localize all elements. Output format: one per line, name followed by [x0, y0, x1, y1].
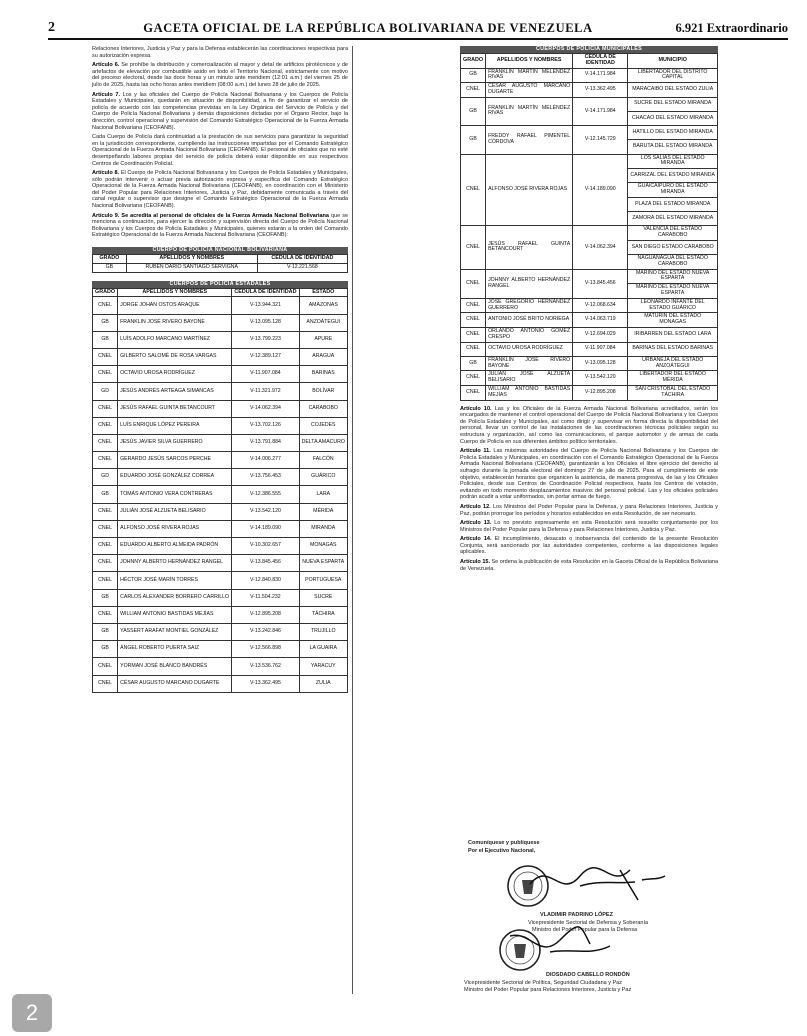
edition-number: 6.921 Extraordinario [675, 20, 788, 35]
table-cell: WILLIAM ANTONIO BASTIDAS MEJÍAS [118, 606, 232, 623]
table-cell: V-14.189.090 [232, 520, 299, 537]
table-cell: CNEL [461, 386, 486, 401]
table-cell: PLAZA DEL ESTADO MIRANDA [628, 197, 718, 211]
table-cell: V-13.095.128 [232, 314, 299, 331]
table-cell: ÁNGEL ROBERTO PUERTA SAIZ [118, 641, 232, 658]
table-cell: GB [93, 486, 118, 503]
table-cell: V-13.362.495 [232, 675, 299, 692]
table-cell: FRANKLIN MARTÍN MELÉNDEZ RIVAS [486, 68, 573, 83]
table-row [93, 452, 348, 469]
table-cell: CNEL [461, 154, 486, 226]
paragraph-police-continuity: Cada Cuerpo de Policía dará continuidad a la prestación de sus servicios para garantizar la seguridad en la jurisdicción correspondiente, cumpliendo las instrucciones impartidas por el Comando Estratégico Operacional de la Fuerza Armada Nacional Bolivariana (CEOFANB). El personal de oficiales que no esté desempeñando labores propias del servicio de policía deberá estar disponible en sus respectivos Centros de Coordinación Policial. [92, 134, 348, 167]
table-row [461, 226, 718, 241]
table-cell: V-11.907.084 [232, 366, 299, 383]
column-header: ESTADO [299, 288, 347, 297]
table-cell: V-13.702.126 [232, 417, 299, 434]
table-cell: IRIBARREN DEL ESTADO LARA [628, 328, 718, 343]
table-cell: LA GUAIRA [299, 641, 347, 658]
table-cell: V-13.095.128 [573, 356, 628, 371]
column-header: APELLIDOS Y NOMBRES [486, 54, 573, 69]
table-cell: YARACUY [299, 658, 347, 675]
signer-2-name: DIOSDADO CABELLO RONDÓN [546, 972, 630, 978]
signer-1-name: VLADIMIR PADRINO LÓPEZ [540, 912, 613, 918]
table-cell: BOLÍVAR [299, 383, 347, 400]
table-cell: CHACAO DEL ESTADO MIRANDA [628, 111, 718, 125]
table-cell: COJEDES [299, 417, 347, 434]
signer-1-role-2: Ministro del Poder Popular para la Defensa [532, 927, 638, 933]
table-cell: JESÚS RAFAEL GUINTA BETANCOURT [118, 400, 232, 417]
table-cell: FRANKLIN JOSÉ RIVERO BAYONE [486, 356, 573, 371]
table-cell: OCTAVIO UROSA RODRÍGUEZ [118, 366, 232, 383]
column-header: MUNICIPIO [628, 54, 718, 69]
article-9: Artículo 9. Se acredita al personal de oficiales de la Fuerza Armada Nacional Bolivariana que se menciona a continuación, para ejercer la dirección y supervisión directa del Cuerpo de Policía Nacional Bolivariana y los Cuerpos de Policía Estadales y Municipales, quienes estarán a la orden del Comando Estratégico Operacional de la Fuerza Armada Nacional Bolivariana (CEOFANB): [92, 212, 349, 239]
article-15: Artículo 15. Se ordena la publicación de esta Resolución en la Gaceta Oficial de la República Bolivariana de Venezuela. [460, 559, 718, 572]
table-cell: MONAGAS [299, 538, 347, 555]
column-header: GRADO [461, 54, 486, 69]
table-cell: V-13.542.120 [573, 371, 628, 386]
table-cell: CNEL [93, 606, 118, 623]
table-row [93, 434, 348, 451]
table-cell: YASSERT ARAFAT MONTIEL GONZÁLEZ [118, 623, 232, 640]
table-cell: URBANEJA DEL ESTADO ANZOÁTEGUI [628, 356, 718, 371]
table-cell: LUÍS ADOLFO MARCANO MARTÍNEZ [118, 331, 232, 348]
table-cell: V-13.542.120 [232, 503, 299, 520]
left-column [92, 46, 348, 693]
table-cell: JESÚS RAFAEL GUINTA BETANCOURT [486, 226, 573, 269]
table-row [93, 366, 348, 383]
table-cell: CNEL [461, 342, 486, 356]
table-cell: SUCRE [299, 589, 347, 606]
article-11: Artículo 11. Las máximas autoridades del Cuerpo de Policía Nacional Bolivariana y los Cuerpos de Policía Estadales y Municipales, en coordinación con el Comando Estratégico Operacional de la Fuerza Armada Nacional Bolivariana (CEOFANB), garantizarán a los Oficiales el libre ejercicio del derecho al sufragio durante la jornada electoral del domingo 27 de julio de 2025. Para el cumplimiento de este objetivo, establecerán horarios que organicen la asistencia, de manera progresiva, de las y los Oficiales Policiales, desde sus Centros de Coordinación Policial respectivos, hasta los Centros de votación, evitando en todo momento desplazamientos masivos del personal policial. Las y los oficiales policiales podrán acudir a votar uniformados, sin portar armas de fuego. [460, 448, 718, 501]
table-cell: CNEL [93, 434, 118, 451]
table-row [93, 520, 348, 537]
table-cell: V-14.189.090 [573, 154, 628, 226]
table-cell: LUÍS ENRIQUE LÓPEZ PEREIRA [118, 417, 232, 434]
table-cell: GB [461, 356, 486, 371]
table-cell: JULIÁN JOSÉ ALZUETA BELISARIO [118, 503, 232, 520]
table-cell: BARINAS DEL ESTADO BARINAS [628, 342, 718, 356]
table-header-row [93, 288, 348, 297]
seal-defense-icon [508, 866, 548, 906]
table-cell: GUAICAIPURO DEL ESTADO MIRANDA [628, 183, 718, 198]
table-row [93, 331, 348, 348]
table-row [93, 589, 348, 606]
table-cell: GB [461, 68, 486, 83]
closing-publish: Comuníquese y publíquese [468, 840, 540, 846]
column-header: GRADO [93, 288, 118, 297]
table-cell: NUEVA ESPARTA [299, 555, 347, 572]
table-cell: LIBERTADOR DEL ESTADO MÉRIDA [628, 371, 718, 386]
table-row [93, 572, 348, 589]
table-row [93, 623, 348, 640]
table-cell: CNEL [461, 298, 486, 313]
table-cell: GD [93, 469, 118, 486]
table-cell: DELTA AMACURO [299, 434, 347, 451]
article-13: Artículo 13. Lo no previsto expresamente en esta Resolución será resuelto conjuntamente por los Ministros del Poder Popular para la Defensa y para Relaciones Interiores, Justicia y Paz. [460, 520, 718, 533]
table-cell: CNEL [93, 520, 118, 537]
article-10: Artículo 10. Las y los Oficiales de la Fuerza Armada Nacional Bolivariana acreditados, serán los encargados de mantener el control operacional del Cuerpo de Policía Nacional Bolivariana y los Cuerpos de Policía Estadales y Municipales, así como dirigir y supervisar en forma directa la disponibilidad del personal, llevar un control de las instalaciones de las coordinaciones técnicas policiales según su estructura y organización, así como las comunicaciones, el parque automotor y de armas de cada Cuerpo de Policía en sus diferentes ámbitos político territoriales. [460, 405, 719, 445]
table-row [93, 503, 348, 520]
table-cell: V-14.171.984 [573, 68, 628, 83]
table-cell: JESÚS ANDRÉS ARTEAGA SIMANCAS [118, 383, 232, 400]
table-cell: JOSÉ GREGORIO HERNÁNDEZ GUERRERO [486, 298, 573, 313]
table-cell: GB [93, 314, 118, 331]
table-row [93, 348, 348, 365]
table-cell: CARABOBO [299, 400, 347, 417]
table-cell: V-12.840.830 [232, 572, 299, 589]
table-cell: CNEL [461, 83, 486, 98]
table-cell: ARAGUA [299, 348, 347, 365]
signature-area [460, 840, 718, 1000]
table-cell: MARIÑO DEL ESTADO NUEVA ESPARTA [628, 284, 718, 299]
table-cell: CNEL [461, 226, 486, 269]
table-cell: AMAZONAS [299, 297, 347, 314]
table-cell: EDUARDO ALBERTO ALMEIDA PADRÓN [118, 538, 232, 555]
table-cell: V-12.895.208 [573, 386, 628, 401]
table-cell: ANTONIO JOSÉ BRITO NORIEGA [486, 313, 573, 328]
table-cell: V-12.145.729 [573, 126, 628, 154]
table-cell: JESÚS JAVIER SILVA GUERRERO [118, 434, 232, 451]
table-cell: MARIÑO DEL ESTADO NUEVA ESPARTA [628, 269, 718, 284]
table-cell: V-12.386.555 [232, 486, 299, 503]
table-row [93, 538, 348, 555]
table-municipales-caption: CUERPOS DE POLICÍA MUNICIPALES [460, 46, 718, 53]
table-cell: MATURÍN DEL ESTADO MONAGAS [628, 313, 718, 328]
table-row [93, 555, 348, 572]
table-cell: ALFONSO JOSÉ RIVERA ROJAS [486, 154, 573, 226]
article-12: Artículo 12. Los Ministros del Poder Popular para la Defensa, y para Relaciones Interiores, Justicia y Paz, podrán prorrogar los períodos y horarios establecidos en esta Resolución, de ser necesario. [460, 503, 718, 517]
table-cell: CNEL [93, 366, 118, 383]
table-cell: ALFONSO JOSÉ RIVERA ROJAS [118, 520, 232, 537]
table-cell: GB [93, 331, 118, 348]
column-divider [352, 46, 353, 994]
table-cell: EDUARDO JOSÉ GONZÁLEZ CORREA [118, 469, 232, 486]
table-cell: CNEL [93, 572, 118, 589]
table-cell: BARUTA DEL ESTADO MIRANDA [628, 140, 718, 154]
table-cell: CNEL [461, 328, 486, 343]
table-cell: LARA [299, 486, 347, 503]
table-header-row [461, 54, 718, 69]
table-row [93, 400, 348, 417]
table-row [461, 342, 718, 356]
table-cell: SAN CRISTÓBAL DEL ESTADO TÁCHIRA [628, 386, 718, 401]
table-row [461, 97, 718, 111]
table-row [461, 356, 718, 371]
table-cell: HATILLO DEL ESTADO MIRANDA [628, 126, 718, 140]
table-header-row [93, 255, 348, 264]
table-row [461, 386, 718, 401]
column-header: APELLIDOS Y NOMBRES [118, 288, 232, 297]
table-cell: V-13.242.846 [232, 623, 299, 640]
table-cell: V-11.504.232 [232, 589, 299, 606]
table-cell: LOS SALIAS DEL ESTADO MIRANDA [628, 154, 718, 169]
table-row [93, 641, 348, 658]
table-row [93, 297, 348, 314]
table-row [461, 371, 718, 386]
table-row [93, 263, 348, 272]
table-municipales [460, 53, 718, 401]
page-indicator-badge[interactable]: 2 [12, 994, 52, 1032]
table-cell: TOMÁS ANTONIO VERA CONTRERAS [118, 486, 232, 503]
table-cell: CNEL [93, 675, 118, 692]
paragraph-intro: Relaciones Interiores, Justicia y Paz y para la Defensa establecerán las coordinaciones respectivas para su autorización expresa. [92, 46, 348, 59]
table-cell: YORMAN JOSÉ BLANCO BANDRÉS [118, 658, 232, 675]
table-cell: V-13.362.495 [573, 83, 628, 98]
table-cell: JORGE JOHAN OSTOS ARAQUE [118, 297, 232, 314]
table-cell: V-13.845.456 [232, 555, 299, 572]
table-cell: CNEL [93, 555, 118, 572]
table-cell: RUBÉN DARÍO SANTIAGO SERVIGNA [126, 263, 257, 272]
table-cell: ZULIA [299, 675, 347, 692]
table-cell: JOHNNY ALBERTO HERNÁNDEZ RANGEL [118, 555, 232, 572]
table-cell: GB [93, 263, 127, 272]
table-cell: V-13.791.884 [232, 434, 299, 451]
table-estadales [92, 288, 348, 693]
table-cell: V-13.536.762 [232, 658, 299, 675]
table-cell: CNEL [461, 313, 486, 328]
table-cell: V-13.944.321 [232, 297, 299, 314]
table-cell: GB [461, 126, 486, 154]
table-cell: FALCÓN [299, 452, 347, 469]
article-8: Artículo 8. El Cuerpo de Policía Nacional Bolivariana y los Cuerpos de Policía Estadales y Municipales, sólo podrán intervenir o actuar previa autorización expresa y específica del Comando Estratégico Operacional de la Fuerza Armada Nacional Bolivariana (CEOFANB), en coordinación con el Ministerio del Poder Popular para Relaciones Interiores, Justicia y Paz, debidamente comunicada a través del canal regular o supervisor que designe el Comando Estratégico Operacional de la Fuerza Armada Nacional Bolivariana (CEOFANB). [92, 170, 348, 210]
table-cell: GUÁRICO [299, 469, 347, 486]
table-cell: CARLOS ALEXANDER BORRERO CARRILLO [118, 589, 232, 606]
signer-1-role-1: Vicepresidente Sectorial de Defensa y Soberanía [528, 920, 649, 926]
table-cell: WILLIAM ANTONIO BASTIDAS MEJÍAS [486, 386, 573, 401]
table-row [93, 314, 348, 331]
signature-1-icon [530, 868, 665, 900]
table-row [93, 675, 348, 692]
page-number: 2 [48, 20, 55, 35]
table-cell: V-14.062.394 [573, 226, 628, 269]
table-row [461, 68, 718, 83]
signer-2-role-1: Vicepresidente Sectorial de Política, Seguridad Ciudadana y Paz [464, 980, 622, 986]
table-cell: HÉCTOR JOSÉ MARÍN TORRES [118, 572, 232, 589]
table-cpnb [92, 254, 348, 273]
table-cell: CNEL [93, 400, 118, 417]
table-cell: SUCRE DEL ESTADO MIRANDA [628, 97, 718, 111]
table-cell: GD [93, 383, 118, 400]
table-cell: NAGUANAGUA DEL ESTADO CARABOBO [628, 255, 718, 270]
table-cell: V-12.068.634 [573, 298, 628, 313]
table-cell: V-11.321.972 [232, 383, 299, 400]
table-cell: CNEL [461, 371, 486, 386]
table-row [461, 126, 718, 140]
table-cell: FRANKLIN JOSÉ RIVERO BAYONE [118, 314, 232, 331]
table-row [461, 83, 718, 98]
table-row [93, 486, 348, 503]
table-cell: JULIÁN JOSÉ ALZUETA BELISARIO [486, 371, 573, 386]
table-cell: MARACAIBO DEL ESTADO ZULIA [628, 83, 718, 98]
table-cell: V-12.566.898 [232, 641, 299, 658]
table-cell: MÉRIDA [299, 503, 347, 520]
table-cell: MIRANDA [299, 520, 347, 537]
table-cell: V-13.799.223 [232, 331, 299, 348]
table-cell: GB [461, 97, 486, 125]
table-row [93, 606, 348, 623]
table-cell: V-13.756.453 [232, 469, 299, 486]
gazette-header [48, 18, 788, 40]
table-row [461, 313, 718, 328]
table-cell: CNEL [461, 269, 486, 298]
table-cell: OCTAVIO UROSA RODRÍGUEZ [486, 342, 573, 356]
table-cell: V-12.221.568 [257, 263, 347, 272]
table-cell: GB [93, 641, 118, 658]
table-cell: V-12.694.029 [573, 328, 628, 343]
table-cell: V-12.389.127 [232, 348, 299, 365]
table-cell: FREDDY RAFAEL PIMENTEL CÓRDOVA [486, 126, 573, 154]
table-cell: ANZOÁTEGUI [299, 314, 347, 331]
table-cell: V-12.895.208 [232, 606, 299, 623]
table-cell: CNEL [93, 538, 118, 555]
table-row [461, 328, 718, 343]
signer-2-role-2: Ministro del Poder Popular para Relaciones Interiores, Justicia y Paz [464, 987, 632, 993]
table-cell: TRUJILLO [299, 623, 347, 640]
closing-executive: Por el Ejecutivo Nacional, [468, 848, 536, 854]
table-estadales-caption: CUERPOS DE POLICÍA ESTADALES [92, 281, 348, 288]
table-cell: CNEL [93, 417, 118, 434]
table-cell: GB [93, 589, 118, 606]
table-row [93, 417, 348, 434]
table-cell: CNEL [93, 503, 118, 520]
table-row [93, 383, 348, 400]
table-row [461, 298, 718, 313]
table-row [461, 269, 718, 284]
table-cell: ZAMORA DEL ESTADO MIRANDA [628, 212, 718, 226]
table-cell: BARINAS [299, 366, 347, 383]
table-cell: V-14.006.277 [232, 452, 299, 469]
table-cell: V-14.062.394 [232, 400, 299, 417]
table-cell: SAN DIEGO ESTADO CARABOBO [628, 240, 718, 254]
table-cell: ORLANDO ANTONIO GÓMEZ CRESPO [486, 328, 573, 343]
column-header: CÉDULA DE IDENTIDAD [232, 288, 299, 297]
column-header: CÉDULA DE IDENTIDAD [257, 255, 347, 264]
column-header: GRADO [93, 255, 127, 264]
table-cell: CNEL [93, 452, 118, 469]
table-cell: V-14.063.719 [573, 313, 628, 328]
table-cell: LEONARDO INFANTE DEL ESTADO GUÁRICO [628, 298, 718, 313]
table-cell: GILBERTO SALOMÉ DE ROSA VARGAS [118, 348, 232, 365]
table-cell: CNEL [93, 348, 118, 365]
table-row [461, 154, 718, 169]
table-row [93, 658, 348, 675]
gazette-title: GACETA OFICIAL DE LA REPÚBLICA BOLIVARIANA DE VENEZUELA [143, 20, 593, 35]
column-header: CÉDULA DE IDENTIDAD [573, 54, 628, 69]
table-cell: GERARDO JESÚS SARCOS PERCHE [118, 452, 232, 469]
table-cell: V-13.845.456 [573, 269, 628, 298]
table-cell: VALENCIA DEL ESTADO CARABOBO [628, 226, 718, 241]
table-cell: V-10.302.657 [232, 538, 299, 555]
table-cell: CÉSAR AUGUSTO MARCANO DUGARTE [486, 83, 573, 98]
article-7: Artículo 7. Los y las oficiales del Cuerpo de Policía Nacional Bolivariana y los Cuerpos de Policía Estadales y Municipales, quedarán en situación de disponibilidad, a fin de garantizar el servicio de policía de acuerdo con las competencias previstas en la Ley Orgánica del Servicio de Policía y del Cuerpo de Policía Nacional Bolivariana y demás disposiciones dictadas por el Órgano Rector, bajo la dirección, control operacional y supervisión del Comando Estratégico Operacional de la Fuerza Armada Nacional Bolivariana (CEOFANB). [92, 91, 348, 131]
table-cell: CNEL [93, 658, 118, 675]
article-6: Artículo 6. Se prohíbe la distribución y comercialización al mayor y detal de artificios pirotécnicos y de artefactos de elevación por combustible asido en todo el Territorio Nacional, estrictamente con motivo del proceso electoral, desde las doce horas y un minuto ante meridiem (12:01 a.m.) del viernes 25 de julio de 2025, hasta las ocho horas antes meridiem (08:00 a.m.) del lunes 28 de julio de 2025. [92, 62, 348, 88]
table-cell: V-11.907.084 [573, 342, 628, 356]
column-header: APELLIDOS Y NOMBRES [126, 255, 257, 264]
article-14: Artículo 14. El incumplimiento, desacato o inobservancia del contenido de la presente Resolución Conjunta, será sancionado por las autoridades competentes, conforme a las disposiciones legales aplicables. [460, 536, 719, 556]
table-cell: FRANKLIN MARTÍN MELÉNDEZ RIVAS [486, 97, 573, 125]
table-cell: APURE [299, 331, 347, 348]
table-cell: JOHNNY ALBERTO HERNÁNDEZ RANGEL [486, 269, 573, 298]
right-column [460, 46, 718, 575]
table-cell: CARRIZAL DEL ESTADO MIRANDA [628, 169, 718, 183]
table-cell: CÉSAR AUGUSTO MARCANO DUGARTE [118, 675, 232, 692]
table-cell: PORTUGUESA [299, 572, 347, 589]
table-cell: TÁCHIRA [299, 606, 347, 623]
table-row [93, 469, 348, 486]
table-cell: GB [93, 623, 118, 640]
table-cell: LIBERTADOR DEL DISTRITO CAPITAL [628, 68, 718, 83]
table-cell: CNEL [93, 297, 118, 314]
table-cpnb-caption: CUERPO DE POLICÍA NACIONAL BOLIVARIANA [92, 247, 348, 254]
table-cell: V-14.171.984 [573, 97, 628, 125]
